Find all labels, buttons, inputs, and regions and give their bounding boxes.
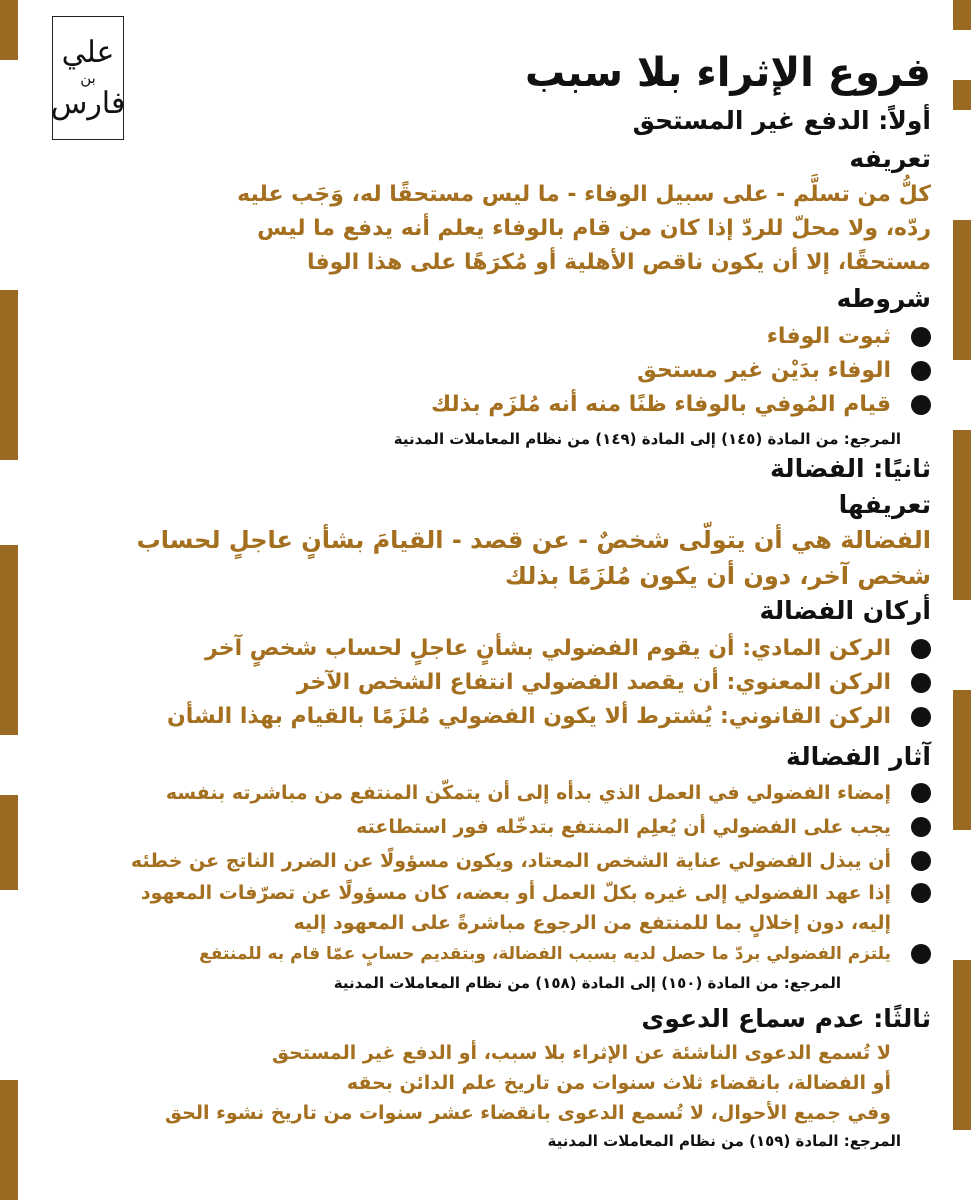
left-border-band [0, 545, 18, 735]
section1-definition-heading: تعريفه [849, 144, 931, 173]
pillar-item [297, 670, 931, 695]
effect-text: يلتزم الفضولي بردّ ما حصل لديه بسبب الفضالة، وبتقديم حسابٍ عمّا قام به للمنتفع [199, 944, 891, 964]
section1-definition-line: ردّه، ولا محلّ للردّ إذا كان من قام بالوفاء يعلم أنه يدفع ما ليس [257, 216, 931, 241]
effect-text: يجب على الفضولي أن يُعلِم المنتفع بتدخّله فور استطاعته [356, 816, 891, 838]
left-border-band [0, 290, 18, 460]
bullet-icon [911, 817, 931, 837]
section1-reference: المرجع: من المادة (١٤٥) إلى المادة (١٤٩) من نظام المعاملات المدنية [393, 430, 901, 448]
bullet-icon [911, 361, 931, 381]
condition-text: الوفاء بدَيْن غير مستحق [637, 358, 891, 383]
section1-definition-line: مستحقًا، إلا أن يكون ناقص الأهلية أو مُكرَهًا على هذا الوفا [306, 250, 931, 275]
calligraphy-logo [52, 16, 124, 140]
left-border-band [0, 795, 18, 890]
section1-conditions-heading: شروطه [836, 284, 931, 313]
right-border-band [953, 430, 971, 600]
bullet-icon [911, 639, 931, 659]
section3-line: أو الفضالة، بانقضاء ثلاث سنوات من تاريخ علم الدائن بحقه [346, 1072, 891, 1094]
bullet-icon [911, 883, 931, 903]
condition-text: ثبوت الوفاء [766, 324, 891, 349]
effect-item [166, 782, 931, 804]
pillar-text: الركن المادي: أن يقوم الفضولي بشأنٍ عاجلٍ لحساب شخصٍ آخر [205, 636, 891, 661]
left-border-band [0, 0, 18, 60]
section2-heading: ثانيًا: الفضالة [770, 454, 931, 483]
section1-definition-line: كلُّ من تسلَّم - على سبيل الوفاء - ما ليس مستحقًا له، وَجَب عليه [237, 182, 931, 207]
pillar-text: الركن القانوني: يُشترط ألا يكون الفضولي مُلزَمًا بالقيام بهذا الشأن [166, 704, 891, 729]
right-border-band [953, 960, 971, 1130]
effect-text: إمضاء الفضولي في العمل الذي بدأه إلى أن يتمكّن المنتفع من مباشرته بنفسه [165, 782, 891, 804]
section3-heading: ثالثًا: عدم سماع الدعوى [641, 1004, 931, 1033]
bullet-icon [911, 327, 931, 347]
pillar-text: الركن المعنوي: أن يقصد الفضولي انتفاع الشخص الآخر [296, 670, 891, 695]
section2-definition-line: شخص آخر، دون أن يكون مُلزَمًا بذلك [505, 562, 931, 590]
pillar-item [167, 704, 931, 729]
section1-heading: أولاً: الدفع غير المستحق [632, 106, 931, 135]
section2-pillars-heading: أركان الفضالة [759, 596, 931, 625]
logo-line: بن [80, 68, 96, 87]
section2-definition-line: الفضالة هي أن يتولّى شخصٌ - عن قصد - القيامَ بشأنٍ عاجلٍ لحساب [136, 526, 931, 554]
page-title: فروع الإثراء بلا سبب [525, 50, 931, 96]
effect-item [199, 944, 931, 964]
right-border-band [953, 690, 971, 830]
section2-reference: المرجع: من المادة (١٥٠) إلى المادة (١٥٨) من نظام المعاملات المدنية [333, 974, 841, 992]
effect-item [356, 816, 931, 838]
condition-item [767, 324, 931, 349]
effect-text: إذا عهد الفضولي إلى غيره بكلّ العمل أو بعضه، كان مسؤولًا عن تصرّفات المعهود [140, 882, 891, 904]
section2-effects-heading: آثار الفضالة [786, 742, 931, 771]
bullet-icon [911, 707, 931, 727]
effect-item [141, 882, 931, 904]
effect-item [131, 850, 931, 872]
bullet-icon [911, 673, 931, 693]
section2-definition-heading: تعريفها [838, 490, 931, 519]
pillar-item [205, 636, 931, 661]
bullet-icon [911, 395, 931, 415]
condition-item [431, 392, 931, 417]
right-border-band [953, 0, 971, 30]
condition-text: قيام المُوفي بالوفاء ظنًا منه أنه مُلزَم بذلك [430, 392, 891, 417]
section3-line: وفي جميع الأحوال، لا تُسمع الدعوى بانقضاء عشر سنوات من تاريخ نشوء الحق [165, 1102, 891, 1124]
right-border-band [953, 80, 971, 110]
condition-item [637, 358, 931, 383]
bullet-icon [911, 783, 931, 803]
section3-reference: المرجع: المادة (١٥٩) من نظام المعاملات المدنية [547, 1132, 901, 1150]
left-border-band [0, 1080, 18, 1200]
logo-line: فارس [50, 85, 126, 121]
logo-line: علي [61, 34, 115, 70]
bullet-icon [911, 944, 931, 964]
section3-line: لا تُسمع الدعوى الناشئة عن الإثراء بلا سبب، أو الدفع غير المستحق [272, 1042, 891, 1064]
bullet-icon [911, 851, 931, 871]
right-border-band [953, 220, 971, 360]
effect-text: أن يبذل الفضولي عناية الشخص المعتاد، ويكون مسؤولًا عن الضرر الناتج عن خطئه [130, 850, 891, 872]
effect-continuation: إليه، دون إخلالٍ بما للمنتفع من الرجوع مباشرةً على المعهود إليه [293, 912, 891, 934]
